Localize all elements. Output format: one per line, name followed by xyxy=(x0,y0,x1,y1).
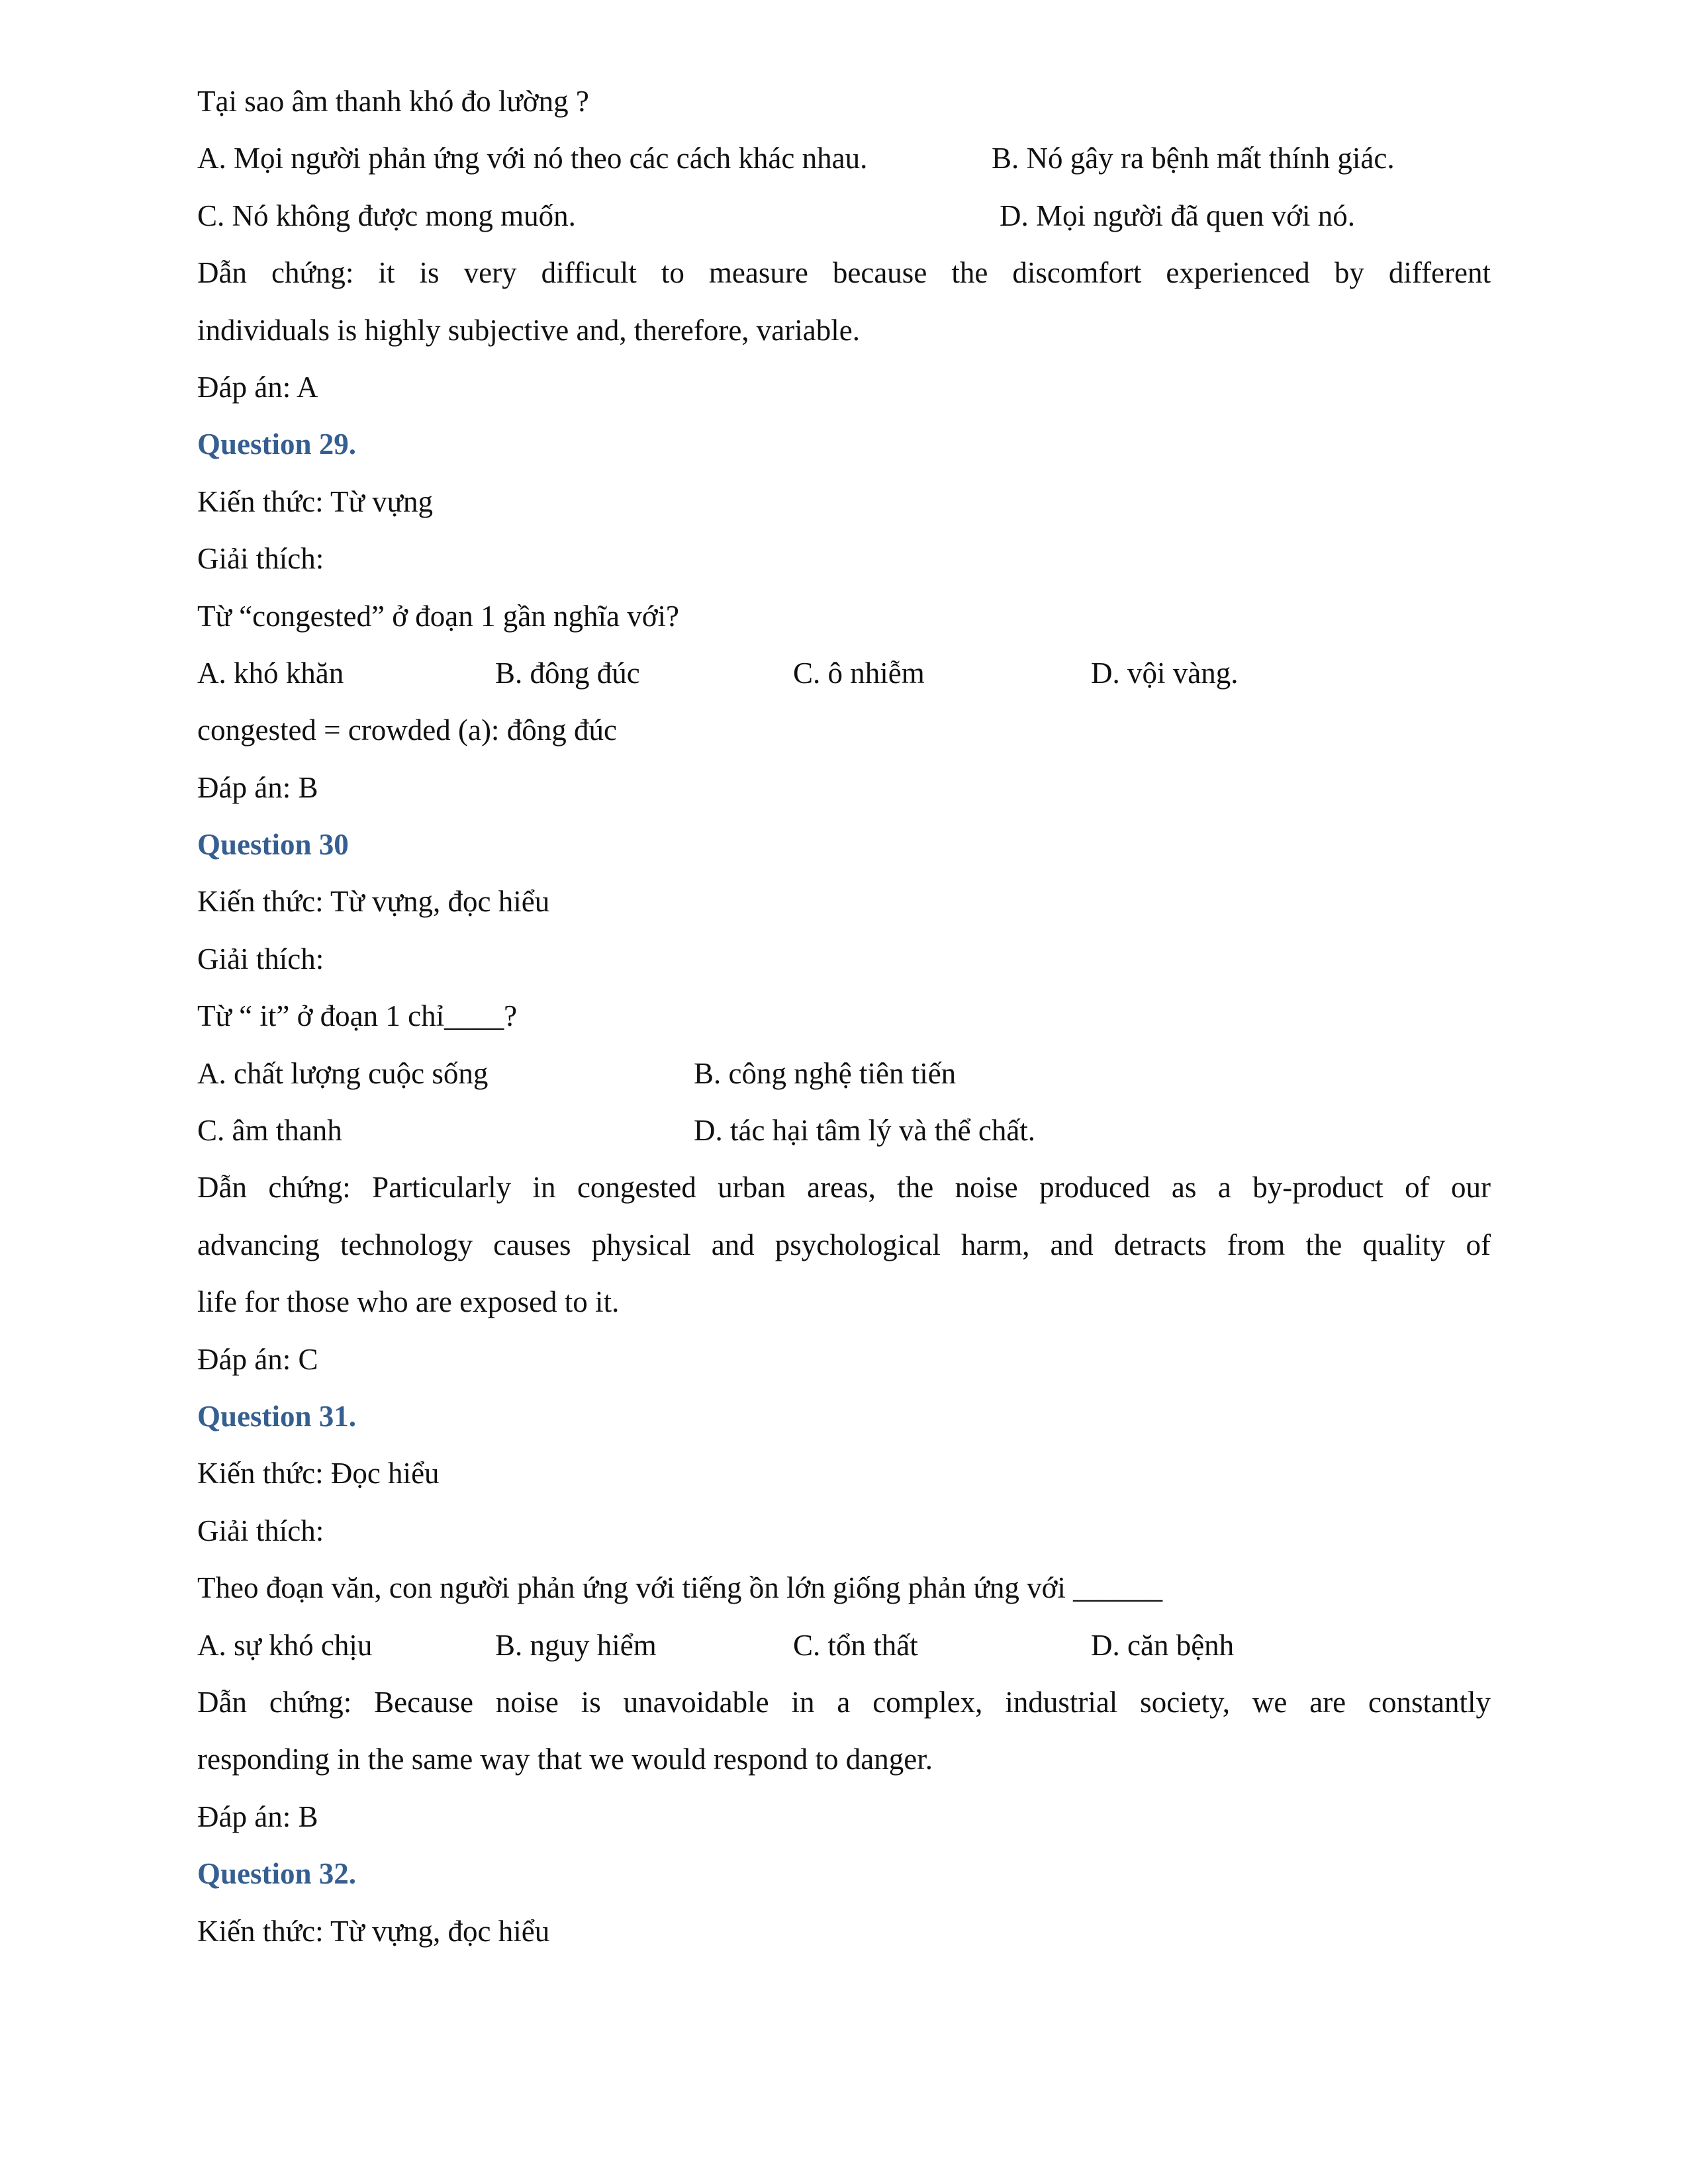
q30-option-c: C. âm thanh xyxy=(197,1114,342,1148)
q29-option-a: A. khó khăn xyxy=(197,656,344,690)
q30-evidence-line-1: Dẫn chứng: Particularly in congested urban areas, the noise produced as a by-product of our xyxy=(197,1171,1491,1205)
q31-question: Theo đoạn văn, con người phản ứng với tiếng ồn lớn giống phản ứng với ______ xyxy=(197,1571,1163,1605)
q31-evidence-line-1: Dẫn chứng: Because noise is unavoidable in a complex, industrial society, we are constantly xyxy=(197,1685,1491,1719)
q29-heading: Question 29. xyxy=(197,428,357,461)
q31-explain-label: Giải thích: xyxy=(197,1514,324,1547)
q30-evidence-line-3: life for those who are exposed to it. xyxy=(197,1285,620,1319)
q30-option-b: B. công nghệ tiên tiến xyxy=(694,1056,957,1090)
q28-option-b: B. Nó gây ra bệnh mất thính giác. xyxy=(992,142,1395,175)
q31-option-a: A. sự khó chịu xyxy=(197,1628,373,1662)
q28-options-row-1 xyxy=(197,130,1491,187)
q31-evidence-line-2: responding in the same way that we would respond to danger. xyxy=(197,1743,933,1776)
q28-option-c: C. Nó không được mong muốn. xyxy=(197,199,576,232)
q28-option-d: D. Mọi người đã quen với nó. xyxy=(1000,199,1355,232)
q30-knowledge: Kiến thức: Từ vựng, đọc hiểu xyxy=(197,885,550,919)
q29-explain-label: Giải thích: xyxy=(197,542,324,576)
q31-heading: Question 31. xyxy=(197,1399,357,1433)
q31-knowledge: Kiến thức: Đọc hiểu xyxy=(197,1457,440,1490)
document-page xyxy=(197,73,1491,1960)
q31-options-row xyxy=(197,1617,1491,1674)
q28-evidence-line-2: individuals is highly subjective and, therefore, variable. xyxy=(197,313,860,347)
q31-option-d: D. căn bệnh xyxy=(1091,1628,1235,1662)
q30-explain-label: Giải thích: xyxy=(197,942,324,976)
q28-question: Tại sao âm thanh khó đo lường ? xyxy=(197,85,589,118)
q28-option-a: A. Mọi người phản ứng với nó theo các cách khác nhau. xyxy=(197,142,868,175)
q29-question: Từ “congested” ở đoạn 1 gần nghĩa với? xyxy=(197,599,679,633)
q30-options-row-1 xyxy=(197,1045,1491,1102)
q31-answer: Đáp án: B xyxy=(197,1799,318,1833)
q29-knowledge: Kiến thức: Từ vựng xyxy=(197,484,434,518)
q29-option-d: D. vội vàng. xyxy=(1091,656,1239,690)
q30-option-a: A. chất lượng cuộc sống xyxy=(197,1056,489,1090)
q29-note: congested = crowded (a): đông đúc xyxy=(197,713,617,747)
q32-heading: Question 32. xyxy=(197,1857,357,1891)
q29-option-c: C. ô nhiễm xyxy=(793,656,925,690)
q29-options-row xyxy=(197,645,1491,702)
q30-options-row-2 xyxy=(197,1102,1491,1159)
q29-answer: Đáp án: B xyxy=(197,770,318,804)
q30-option-d: D. tác hại tâm lý và thể chất. xyxy=(694,1114,1036,1148)
q31-option-b: B. nguy hiểm xyxy=(495,1628,657,1662)
q30-heading: Question 30 xyxy=(197,828,349,862)
q32-knowledge: Kiến thức: Từ vựng, đọc hiểu xyxy=(197,1914,550,1948)
q28-answer: Đáp án: A xyxy=(197,370,318,404)
q30-answer: Đáp án: C xyxy=(197,1342,318,1376)
q28-options-row-2 xyxy=(197,187,1491,244)
q31-option-c: C. tổn thất xyxy=(793,1628,918,1662)
q30-evidence-line-2: advancing technology causes physical and psychological harm, and detracts from the quality of xyxy=(197,1228,1491,1261)
q28-evidence-line-1: Dẫn chứng: it is very difficult to measure because the discomfort experienced by different xyxy=(197,256,1491,290)
q30-question: Từ “ it” ở đoạn 1 chỉ____? xyxy=(197,999,518,1033)
q29-option-b: B. đông đúc xyxy=(495,656,640,690)
